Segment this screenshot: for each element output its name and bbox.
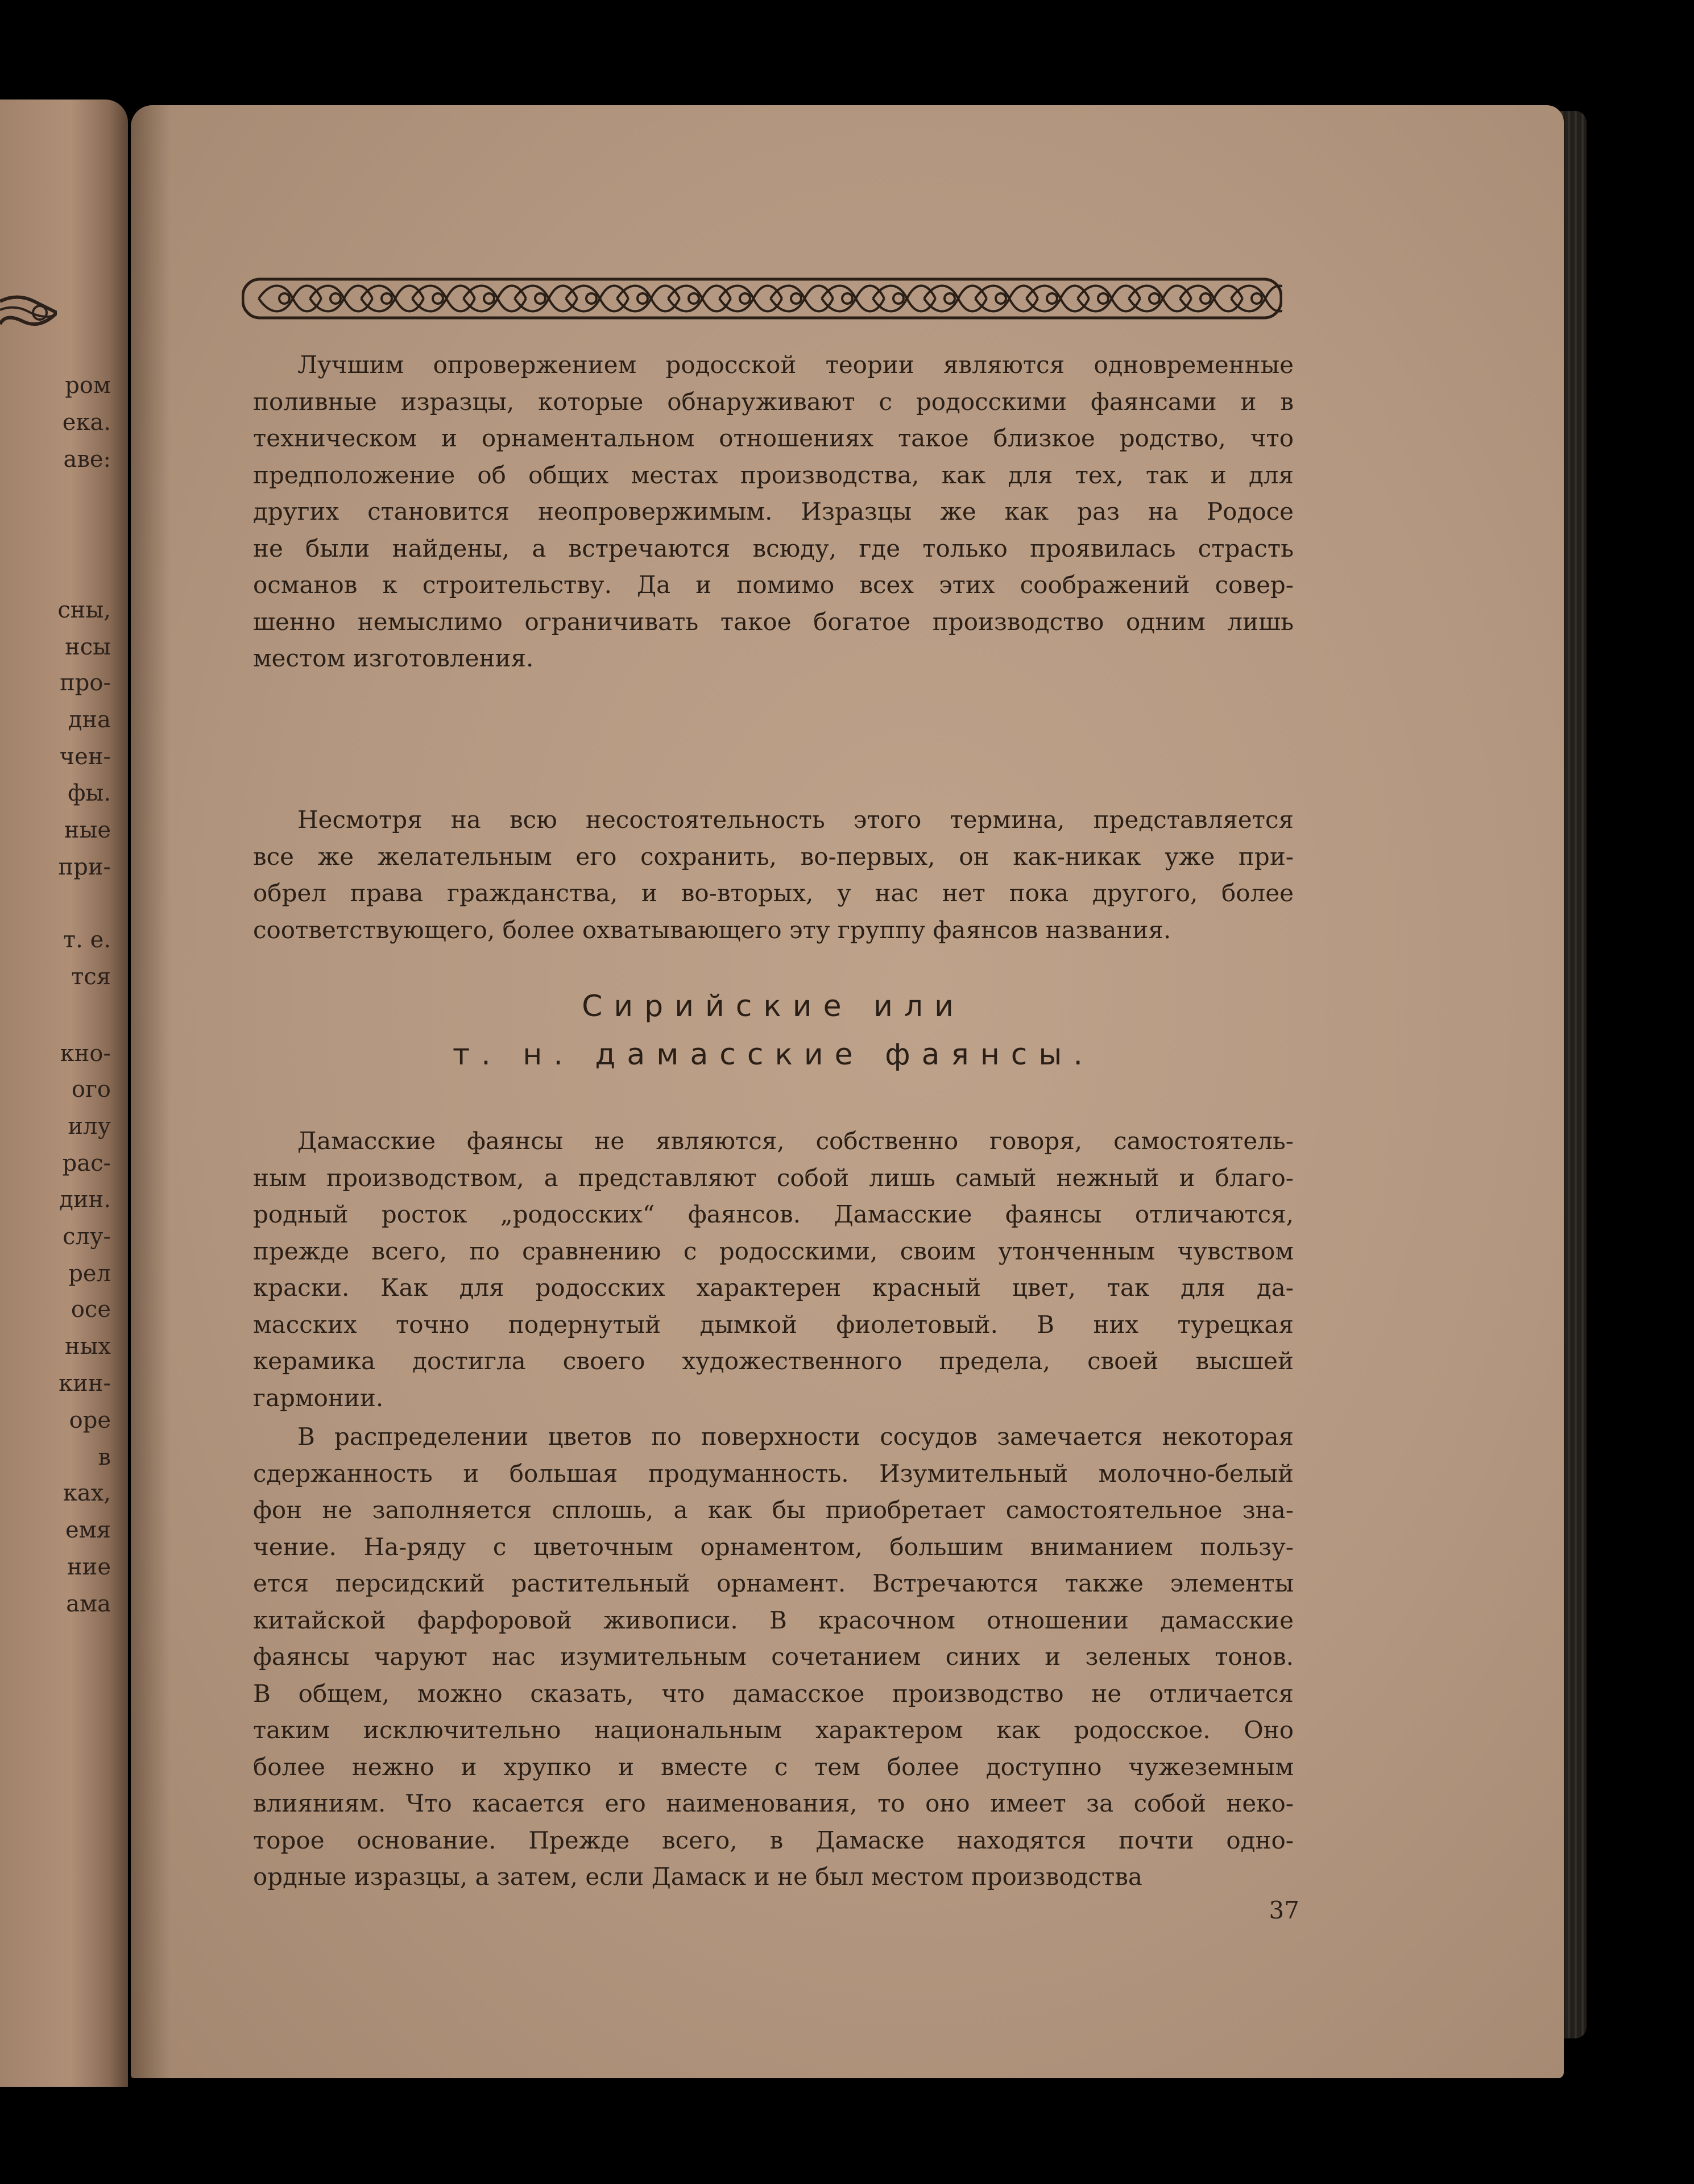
previous-page-line-fragment: ого [71,1076,111,1103]
text-line: ордные изразцы, а затем, если Дамаск и не был местом производства [253,1863,1142,1891]
previous-page-line-fragment: фы. [68,780,111,806]
previous-page-line-fragment: дна [68,707,111,733]
header-ornament-icon [242,276,1282,321]
text-line: местом изготовления. [253,644,534,672]
text-line: торое основание. Прежде всего, в Дамаске находятся почти одно- [253,1826,1294,1854]
previous-page-line-fragment: оре [69,1407,111,1433]
previous-page-line-fragment: рел [68,1261,111,1287]
text-line: ется персидский растительный орнамент. Встречаются также элементы [253,1569,1294,1597]
paragraph-1 [253,347,1294,677]
previous-page-line-fragment: емя [65,1517,111,1543]
section-heading-line-2: т. н. дамасские фаянсы. [452,1038,1094,1072]
text-line: более нежно и хрупко и вместе с тем более доступно чужеземным [253,1752,1294,1781]
text-line: В распределении цветов по поверхности сосудов замечается некоторая [297,1423,1294,1451]
page-number: 37 [1269,1896,1299,1924]
book-page [131,105,1564,2078]
previous-page-line-fragment: ние [67,1554,111,1580]
text-line: родный росток „родосских“ фаянсов. Дамасские фаянсы отличаются, [253,1200,1294,1228]
previous-page-line-fragment: кно- [60,1041,111,1067]
text-line: В общем, можно сказать, что дамасское производство не отличается [253,1679,1294,1708]
text-line: сдержанность и большая продуманность. Изумительный молочно-белый [253,1459,1294,1487]
paragraph-2 [253,802,1294,948]
previous-page-line-fragment: ама [66,1591,111,1617]
text-line: не были найдены, а встречаются всюду, где только проявилась страсть [253,534,1294,562]
section-heading-line-1: Сирийские или [582,989,965,1023]
text-line: техническом и орнаментальном отношениях такое близкое родство, что [253,424,1294,452]
text-line: краски. Как для родосских характерен красный цвет, так для да- [253,1274,1294,1302]
page-gutter-shadow [131,105,171,2078]
previous-page-line-fragment: ках, [63,1480,111,1506]
text-line: фон не заполняется сплошь, а как бы приобретает самостоятельное зна- [253,1496,1294,1524]
previous-page-line-fragment: дин. [59,1187,111,1213]
previous-page-line-fragment: слу- [63,1224,111,1250]
previous-page-line-fragment: ека. [62,409,111,436]
text-line: Дамасские фаянсы не являются, собственно говоря, самостоятель- [297,1127,1294,1155]
previous-page-line-fragment: при- [58,854,111,880]
text-line: обрел права гражданства, и во-вторых, у нас нет пока другого, более [253,879,1294,907]
previous-page-line-fragment: осе [71,1296,111,1323]
previous-page-line-fragment: ные [64,817,111,843]
text-line: таким исключительно национальным характером как родосское. Оно [253,1716,1294,1744]
text-line: китайской фарфоровой живописи. В красочном отношении дамасские [253,1606,1294,1634]
previous-page-line-fragment: аве: [63,446,111,473]
previous-page-line-fragment: т. е. [63,927,111,953]
previous-page-line-fragment: кин- [59,1370,111,1396]
paragraph-3 [253,1123,1294,1416]
previous-page-line-fragment: ных [64,1333,111,1360]
text-line: Несмотря на всю несостоятельность этого термина, представляется [297,806,1294,834]
text-line: предположение об общих местах производства, как для тех, так и для [253,461,1294,489]
previous-page-line-fragment: про- [60,670,111,696]
previous-page-line-fragment: сны, [57,597,111,623]
text-line: Лучшим опровержением родосской теории являются одновременные [297,351,1294,379]
text-line: поливные изразцы, которые обнаруживают с родосскими фаянсами и в [253,387,1294,416]
paragraph-4 [253,1419,1294,1896]
text-line: гармонии. [253,1383,384,1412]
previous-page-line-fragment: тся [71,964,111,990]
text-line: соответствующего, более охватывающего эту группу фаянсов названия. [253,915,1171,944]
text-line: влияниям. Что касается его наименования, то оно имеет за собой неко- [253,1789,1294,1817]
previous-page-edge [0,100,128,2087]
previous-page-line-fragment: рас- [62,1150,111,1176]
text-line: прежде всего, по сравнению с родосскими, своим утонченным чувством [253,1237,1294,1265]
previous-page-line-fragment: в [98,1444,111,1470]
text-line: масских точно подернутый дымкой фиолетовый. В них турецкая [253,1310,1294,1338]
text-line: керамика достигла своего художественного предела, своей высшей [253,1347,1294,1375]
text-line: чение. На-ряду с цветочным орнаментом, большим вниманием пользу- [253,1532,1294,1561]
text-line: все же желательным его сохранить, во-первых, он как-никак уже при- [253,842,1294,871]
text-line: ным производством, а представляют собой лишь самый нежный и благо- [253,1163,1294,1192]
previous-page-line-fragment: чен- [59,744,111,770]
text-line: шенно немыслимо ограничивать такое богатое производство одним лишь [253,607,1294,636]
text-line: османов к строительству. Да и помимо всех этих соображений совер- [253,571,1294,599]
text-line: фаянсы чаруют нас изумительным сочетанием синих и зеленых тонов. [253,1643,1294,1671]
previous-page-line-fragment: нсы [65,634,111,660]
left-page-ornament-icon [0,290,57,335]
text-line: других становится неопровержимым. Изразцы же как раз на Родосе [253,498,1294,525]
previous-page-line-fragment: илу [68,1113,111,1139]
previous-page-line-fragment: ром [65,372,111,399]
